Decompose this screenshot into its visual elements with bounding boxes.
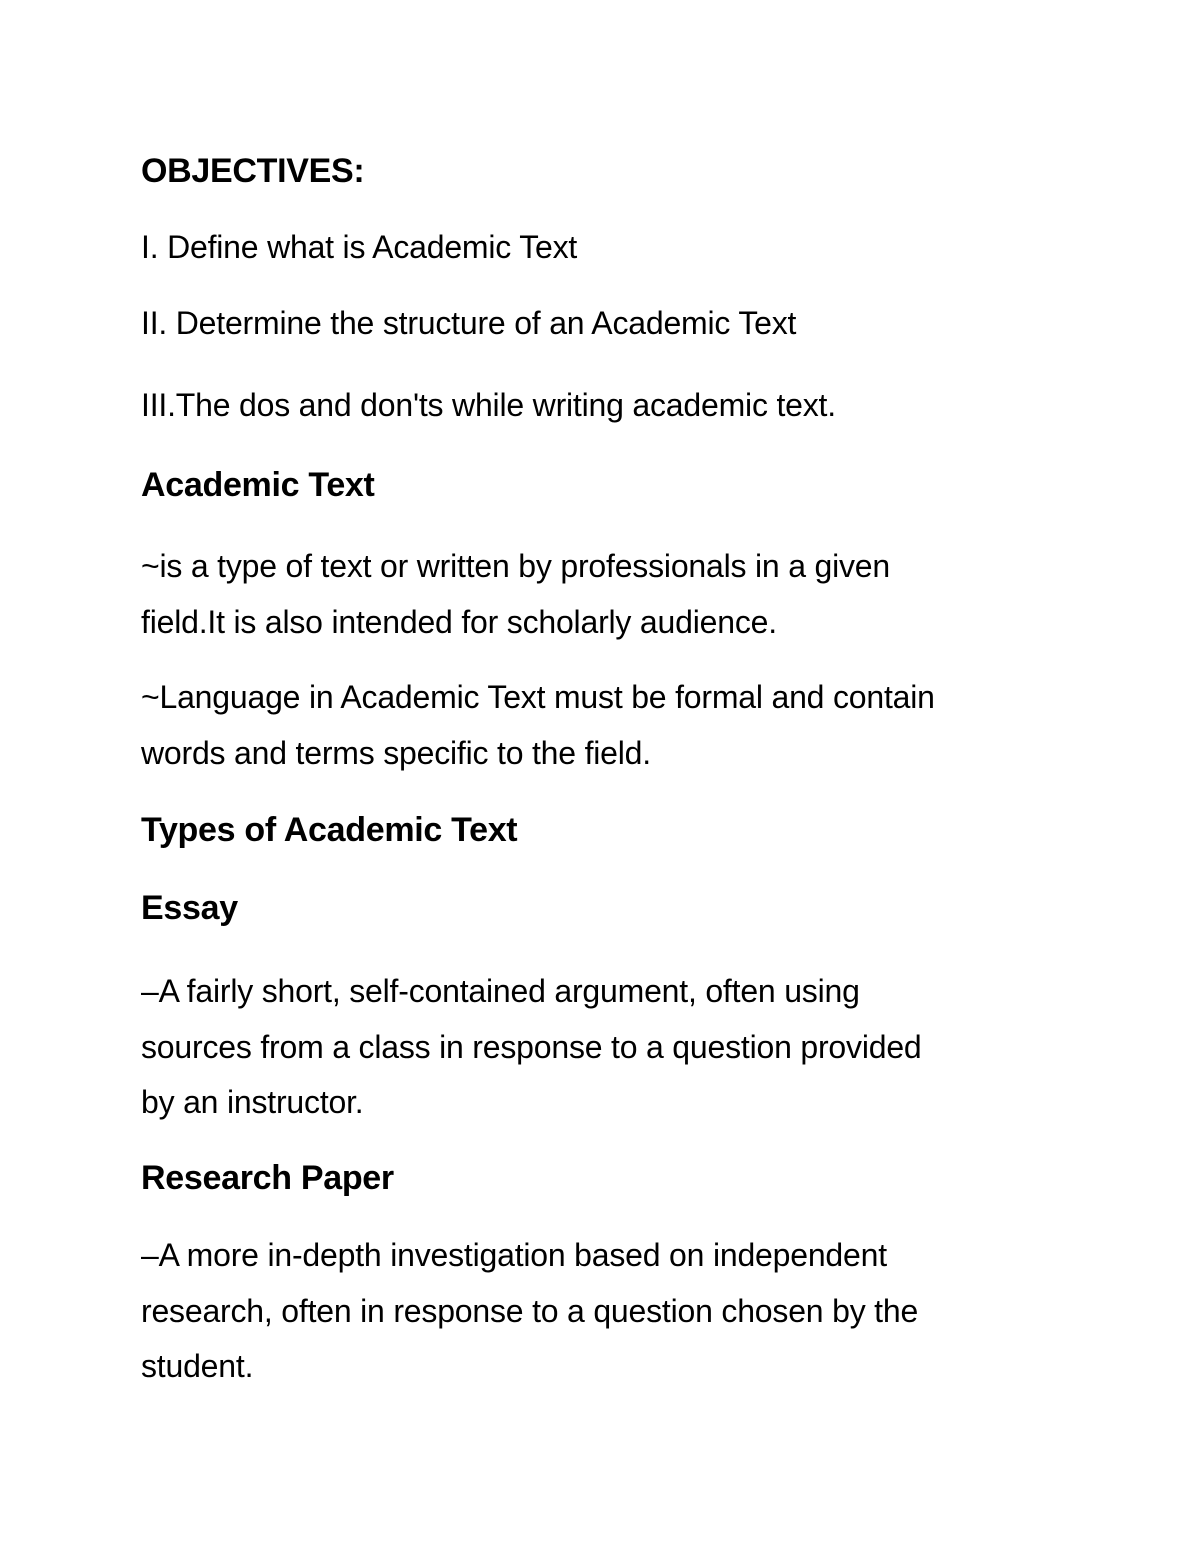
essay-line2: sources from a class in response to a question provided <box>141 1029 922 1065</box>
objective-item-1: I. Define what is Academic Text <box>141 229 578 265</box>
academic-text-paragraph2-line2: words and terms specific to the field. <box>141 735 651 771</box>
types-heading: Types of Academic Text <box>141 811 518 849</box>
research-paper-heading: Research Paper <box>141 1159 394 1197</box>
objectives-heading: OBJECTIVES: <box>141 152 365 190</box>
essay-line1: –A fairly short, self-contained argument, often using <box>141 973 860 1009</box>
objective-item-2: II. Determine the structure of an Academic Text <box>141 305 797 341</box>
essay-heading: Essay <box>141 889 238 927</box>
research-paper-line2: research, often in response to a question chosen by the <box>141 1293 919 1329</box>
research-paper-line3: student. <box>141 1348 254 1384</box>
academic-text-paragraph1-line2: field.It is also intended for scholarly audience. <box>141 604 777 640</box>
objective-item-3: III.The dos and don'ts while writing academic text. <box>141 387 836 423</box>
essay-line3: by an instructor. <box>141 1084 364 1120</box>
academic-text-paragraph1-line1: ~is a type of text or written by professionals in a given <box>141 548 890 584</box>
academic-text-heading: Academic Text <box>141 466 375 504</box>
research-paper-line1: –A more in-depth investigation based on independent <box>141 1237 887 1273</box>
academic-text-paragraph2-line1: ~Language in Academic Text must be formal and contain <box>141 679 935 715</box>
